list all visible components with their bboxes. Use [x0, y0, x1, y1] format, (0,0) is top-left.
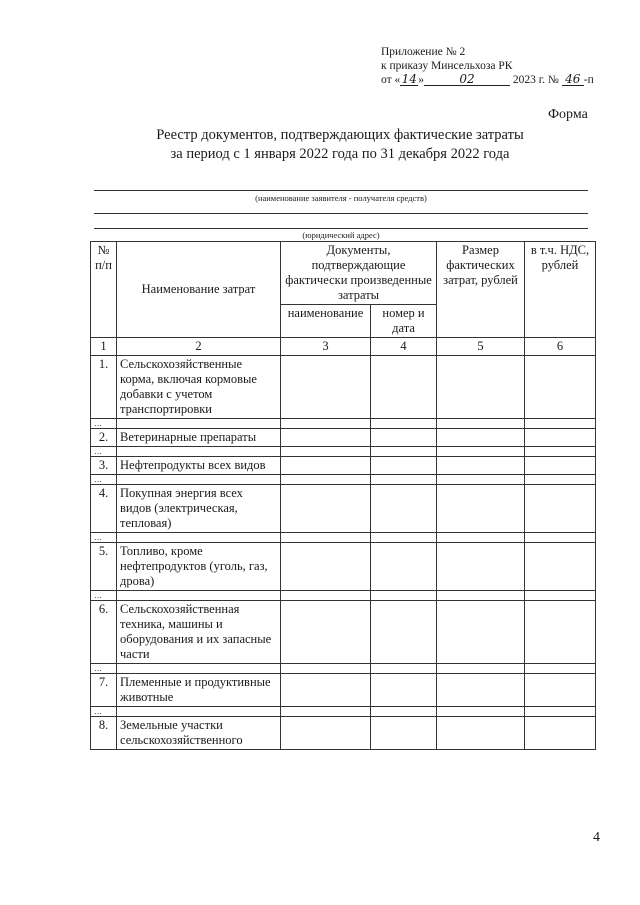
header-row	[91, 242, 596, 305]
address-line	[94, 228, 588, 229]
header-num: № п/п	[91, 242, 117, 338]
table-row	[91, 601, 596, 664]
ellipsis-row	[91, 591, 596, 601]
row-name: Нефтепродукты всех видов	[117, 457, 281, 475]
title-line-1: Реестр документов, подтверждающих фактические затраты	[156, 127, 524, 143]
address-caption: (юридический адрес)	[302, 230, 380, 240]
ellipsis-cell: …	[91, 591, 117, 601]
row-num: 2.	[91, 429, 117, 447]
date-mid: »	[418, 74, 424, 86]
ellipsis-cell: …	[91, 475, 117, 485]
header-vat: в т.ч. НДС, рублей	[525, 242, 596, 338]
row-name: Сельскохозяйственные корма, включая кормовые добавки с учетом транспортировки	[117, 356, 281, 419]
form-label: Форма	[548, 107, 588, 122]
ellipsis-cell: …	[91, 533, 117, 543]
row-name: Ветеринарные препараты	[117, 429, 281, 447]
table-row	[91, 674, 596, 707]
expense-registry-table	[90, 241, 596, 750]
row-vat	[525, 356, 596, 419]
ellipsis-cell: …	[91, 447, 117, 457]
order-suffix: -п	[583, 74, 594, 86]
col-number-2: 2	[117, 338, 281, 356]
col-number-1: 1	[91, 338, 117, 356]
row-num: 3.	[91, 457, 117, 475]
header-docs-number: номер и дата	[371, 305, 437, 338]
date-prefix: от «	[381, 74, 401, 86]
row-name: Земельные участки сельскохозяйственного	[117, 717, 281, 750]
row-num: 1.	[91, 356, 117, 419]
ellipsis-cell: …	[91, 707, 117, 717]
ellipsis-cell: …	[91, 664, 117, 674]
row-name: Сельскохозяйственная техника, машины и оборудования и их запасные части	[117, 601, 281, 664]
ellipsis-cell: …	[91, 419, 117, 429]
row-num: 6.	[91, 601, 117, 664]
header-amount: Размер фактических затрат, рублей	[437, 242, 525, 338]
row-name: Покупная энергия всех видов (электрическая, тепловая)	[117, 485, 281, 533]
table-row	[91, 717, 596, 750]
row-amount	[437, 356, 525, 419]
order-date-line	[381, 73, 594, 87]
ellipsis-row	[91, 475, 596, 485]
row-doc-number	[371, 356, 437, 419]
row-num: 8.	[91, 717, 117, 750]
title-line-2: за период с 1 января 2022 года по 31 декабря 2022 года	[170, 146, 510, 162]
ellipsis-row	[91, 707, 596, 717]
ellipsis-row	[91, 533, 596, 543]
row-name: Топливо, кроме нефтепродуктов (уголь, газ, дрова)	[117, 543, 281, 591]
order-year: 2023 г. №	[512, 74, 559, 86]
applicant-caption: (наименование заявителя - получателя средств)	[255, 193, 427, 203]
document-title	[60, 126, 620, 164]
col-number-3: 3	[281, 338, 371, 356]
order-day: 14	[401, 72, 417, 86]
ellipsis-row	[91, 664, 596, 674]
ellipsis-row	[91, 419, 596, 429]
row-num: 4.	[91, 485, 117, 533]
page-number: 4	[593, 830, 600, 845]
appendix-label: Приложение № 2	[381, 46, 466, 58]
row-num: 7.	[91, 674, 117, 707]
column-number-row	[91, 338, 596, 356]
table-row	[91, 457, 596, 475]
address-line-top	[94, 213, 588, 214]
order-reference: к приказу Минсельхоза РК	[381, 60, 513, 72]
row-num: 5.	[91, 543, 117, 591]
col-number-5: 5	[437, 338, 525, 356]
table-row	[91, 485, 596, 533]
row-doc-name	[281, 356, 371, 419]
table-row	[91, 543, 596, 591]
applicant-line	[94, 190, 588, 191]
order-number: 46	[562, 73, 584, 86]
row-name: Племенные и продуктивные животные	[117, 674, 281, 707]
col-number-4: 4	[371, 338, 437, 356]
table-row	[91, 356, 596, 419]
table-row	[91, 429, 596, 447]
ellipsis-row	[91, 447, 596, 457]
header-docs: Документы, подтверждающие фактически произведенные затраты	[281, 242, 437, 305]
header-docs-name: наименование	[281, 305, 371, 338]
order-month: 02	[424, 73, 510, 86]
col-number-6: 6	[525, 338, 596, 356]
header-name: Наименование затрат	[117, 242, 281, 338]
